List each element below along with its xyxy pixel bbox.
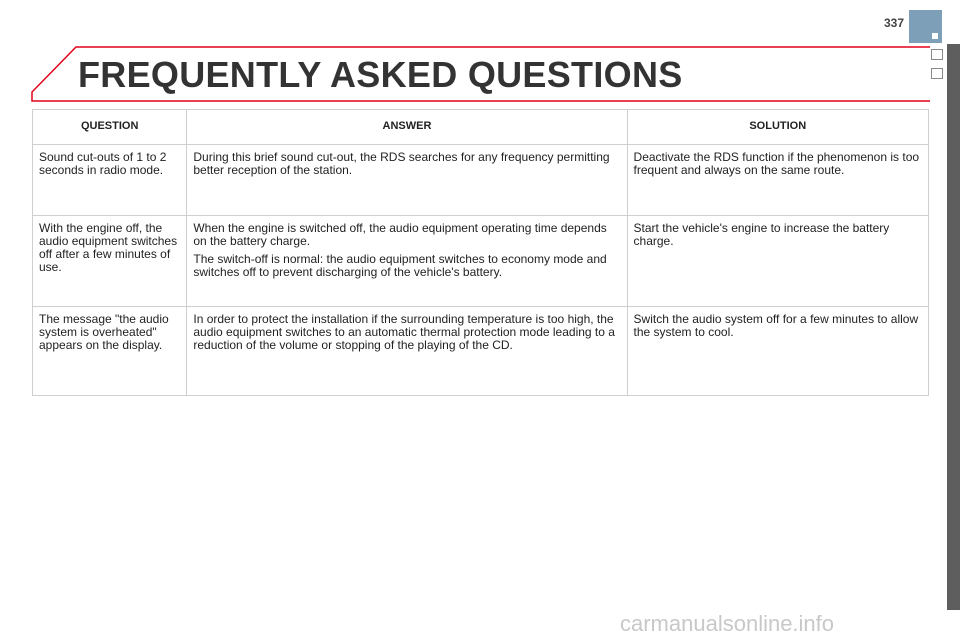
answer-paragraph: When the engine is switched off, the audio equipment operating time depends on the battery charge. bbox=[193, 221, 607, 248]
corner-square-icon bbox=[932, 33, 938, 39]
table-header-row bbox=[33, 110, 929, 145]
column-header-solution: SOLUTION bbox=[627, 110, 928, 145]
table-row bbox=[33, 216, 929, 307]
side-strip bbox=[947, 44, 960, 610]
solution-cell: Deactivate the RDS function if the phenomenon is too frequent and always on the same route. bbox=[627, 145, 928, 216]
answer-cell bbox=[187, 145, 627, 216]
nav-box-icon[interactable] bbox=[931, 68, 943, 79]
answer-paragraph: The switch-off is normal: the audio equipment switches to economy mode and switches off to prevent discharging of the vehicle's battery. bbox=[193, 252, 607, 279]
answer-paragraph: In order to protect the installation if the surrounding temperature is too high, the audio equipment switches to an automatic thermal protection mode leading to a reduction of the volume or stopping of the playing of the CD. bbox=[193, 312, 615, 352]
page-number: 337 bbox=[883, 16, 904, 30]
answer-paragraph: During this brief sound cut-out, the RDS searches for any frequency permitting better reception of the station. bbox=[193, 150, 610, 177]
page-title: FREQUENTLY ASKED QUESTIONS bbox=[78, 54, 683, 95]
question-cell: With the engine off, the audio equipment switches off after a few minutes of use. bbox=[33, 216, 187, 307]
column-header-answer: ANSWER bbox=[187, 110, 627, 145]
solution-cell: Switch the audio system off for a few minutes to allow the system to cool. bbox=[627, 307, 928, 396]
table-row bbox=[33, 145, 929, 216]
table-row bbox=[33, 307, 929, 396]
watermark: carmanualsonline.info bbox=[620, 611, 835, 636]
column-header-question: QUESTION bbox=[33, 110, 187, 145]
answer-cell bbox=[187, 216, 627, 307]
answer-cell bbox=[187, 307, 627, 396]
question-cell: The message "the audio system is overheated" appears on the display. bbox=[33, 307, 187, 396]
solution-cell: Start the vehicle's engine to increase the battery charge. bbox=[627, 216, 928, 307]
nav-box-icon[interactable] bbox=[931, 49, 943, 60]
question-cell: Sound cut-outs of 1 to 2 seconds in radio mode. bbox=[33, 145, 187, 216]
faq-table bbox=[32, 109, 929, 396]
